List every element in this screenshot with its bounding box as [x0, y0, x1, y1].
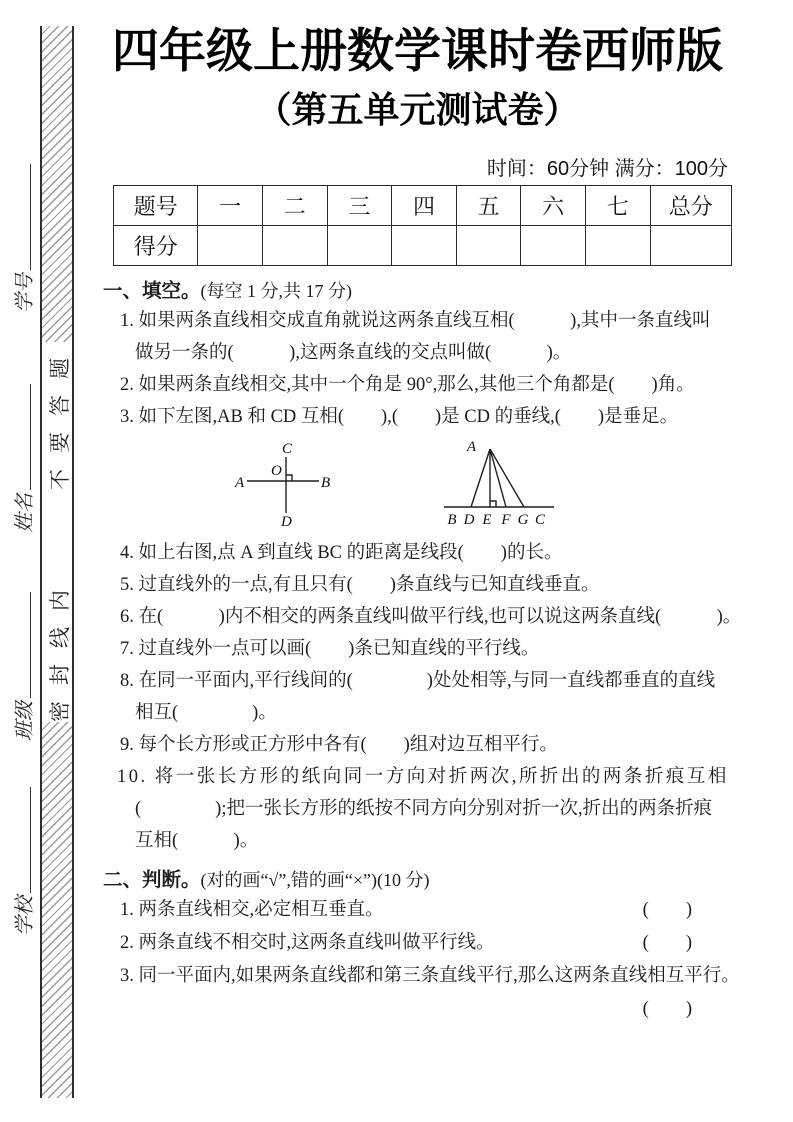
judge-question-2-text: 2. 两条直线不相交时,这两条直线叫做平行线。 — [120, 933, 495, 953]
judge-question-1-text: 1. 两条直线相交,必定相互垂直。 — [120, 900, 384, 920]
fill-question-5: 5. 过直线外的一点,有且只有( )条直线与已知直线垂直。 — [120, 575, 600, 595]
distance-label-c: C — [534, 512, 546, 528]
exam-meta: 时间：60分钟 满分：100分 — [486, 158, 728, 180]
seal-gap — [42, 490, 72, 574]
score-cell — [262, 226, 327, 266]
fill-question-1-line-2: 做另一条的( ),这两条直线的交点叫做( )。 — [135, 343, 572, 363]
student-field-school — [8, 754, 34, 936]
figure-point-to-line — [440, 437, 558, 529]
student-class-blank-line — [12, 592, 31, 698]
score-cell — [327, 226, 392, 266]
judge-question-3-bracket: ( ) — [642, 999, 692, 1019]
score-table — [113, 185, 732, 266]
distance-label-e: E — [482, 512, 492, 528]
score-col-2: 二 — [262, 186, 327, 226]
student-number-label: 学号 — [14, 273, 36, 313]
fill-question-7: 7. 过直线外一点可以画( )条已知直线的平行线。 — [120, 639, 540, 659]
cross-label-a: A — [235, 475, 245, 491]
fill-question-8-line-1: 8. 在同一平面内,平行线间的( )处处相等,与同一直线都垂直的直线 — [120, 671, 716, 691]
score-col-5: 五 — [456, 186, 521, 226]
score-cell — [456, 226, 521, 266]
page-subtitle: （第五单元测试卷） — [255, 89, 580, 130]
judge-question-1-bracket: ( ) — [642, 900, 692, 920]
fill-question-2: 2. 如果两条直线相交,其中一个角是 90°,那么,其他三个角都是( )角。 — [120, 375, 695, 395]
cross-label-o: O — [271, 463, 282, 479]
score-row-label: 得分 — [114, 226, 198, 266]
score-cell — [198, 226, 263, 266]
score-col-1: 一 — [198, 186, 263, 226]
student-field-class — [8, 559, 34, 741]
judge-question-1 — [120, 894, 740, 927]
cross-label-d: D — [281, 514, 292, 527]
figure-row — [95, 437, 740, 537]
exam-content — [95, 0, 740, 1026]
section-1-heading — [103, 278, 740, 305]
fill-question-10-line-2: ( );把一张长方形的纸按不同方向分别对折一次,折出的两条折痕 — [135, 799, 713, 819]
score-col-label: 题号 — [114, 186, 198, 226]
judge-question-2-bracket: ( ) — [642, 933, 692, 953]
score-cell — [585, 226, 650, 266]
seal-hatch-top — [42, 26, 72, 342]
page-title: 四年级上册数学课时卷西师版 — [112, 24, 723, 77]
section-2-heading — [103, 867, 740, 894]
fill-question-1-line-1: 1. 如果两条直线相交成直角就说这两条直线互相( ),其中一条直线叫 — [120, 311, 711, 331]
judge-question-3 — [120, 960, 740, 993]
student-info-fields — [0, 0, 40, 1122]
distance-label-b: B — [447, 512, 457, 528]
section-2-note: (对的画“√”,错的画“×”)(10 分) — [200, 870, 430, 890]
fill-question-6: 6. 在( )内不相交的两条直线叫做平行线,也可以说这两条直线( )。 — [120, 607, 742, 627]
cross-label-c: C — [282, 441, 293, 457]
seal-warning-upper: 不要答题 — [48, 342, 72, 490]
student-field-name — [8, 351, 34, 533]
score-col-4: 四 — [392, 186, 457, 226]
distance-label-g: G — [517, 512, 529, 528]
judge-question-2 — [120, 927, 740, 960]
student-name-blank-line — [12, 384, 31, 490]
score-col-3: 三 — [327, 186, 392, 226]
seal-hatch-bottom — [42, 722, 72, 1098]
score-table-score-row — [114, 226, 732, 266]
student-name-label: 姓名 — [14, 493, 36, 533]
seal-line-strip — [40, 26, 74, 1098]
student-school-blank-line — [12, 787, 31, 893]
fill-question-8-line-2: 相互( )。 — [135, 703, 277, 723]
section-1-title: 一、填空。 — [103, 281, 201, 302]
student-field-number — [8, 131, 34, 313]
student-class-label: 班级 — [14, 701, 36, 741]
score-col-7: 七 — [585, 186, 650, 226]
fill-question-10-line-3: 互相( )。 — [135, 831, 259, 851]
fill-question-4: 4. 如上右图,点 A 到直线 BC 的距离是线段( )的长。 — [120, 543, 563, 563]
cross-label-b: B — [321, 475, 331, 491]
score-col-total: 总分 — [650, 186, 731, 226]
student-school-label: 学校 — [14, 896, 36, 936]
judge-question-3-text: 3. 同一平面内,如果两条直线都和第三条直线平行,那么这两条直线相互平行。 — [120, 966, 740, 986]
fill-question-10-line-1: 10. 将一张长方形的纸向同一方向对折两次,所折出的两条折痕互相 — [117, 767, 729, 787]
score-cell — [392, 226, 457, 266]
fill-question-3: 3. 如下左图,AB 和 CD 互相( ),( )是 CD 的垂线,( )是垂足。 — [120, 407, 679, 427]
figure-perpendicular-cross — [233, 439, 333, 527]
section-1-note: (每空 1 分,共 17 分) — [200, 281, 353, 301]
score-cell — [650, 226, 731, 266]
seal-warning-lower: 密封线内 — [48, 574, 72, 722]
score-table-header-row — [114, 186, 732, 226]
section-2-title: 二、判断。 — [103, 870, 201, 891]
fill-question-9: 9. 每个长方形或正方形中各有( )组对边互相平行。 — [120, 735, 558, 755]
distance-label-d: D — [463, 512, 475, 528]
student-number-blank-line — [12, 164, 31, 270]
score-col-6: 六 — [521, 186, 586, 226]
distance-label-f: F — [501, 512, 511, 528]
distance-label-apex-a: A — [466, 439, 476, 455]
score-cell — [521, 226, 586, 266]
